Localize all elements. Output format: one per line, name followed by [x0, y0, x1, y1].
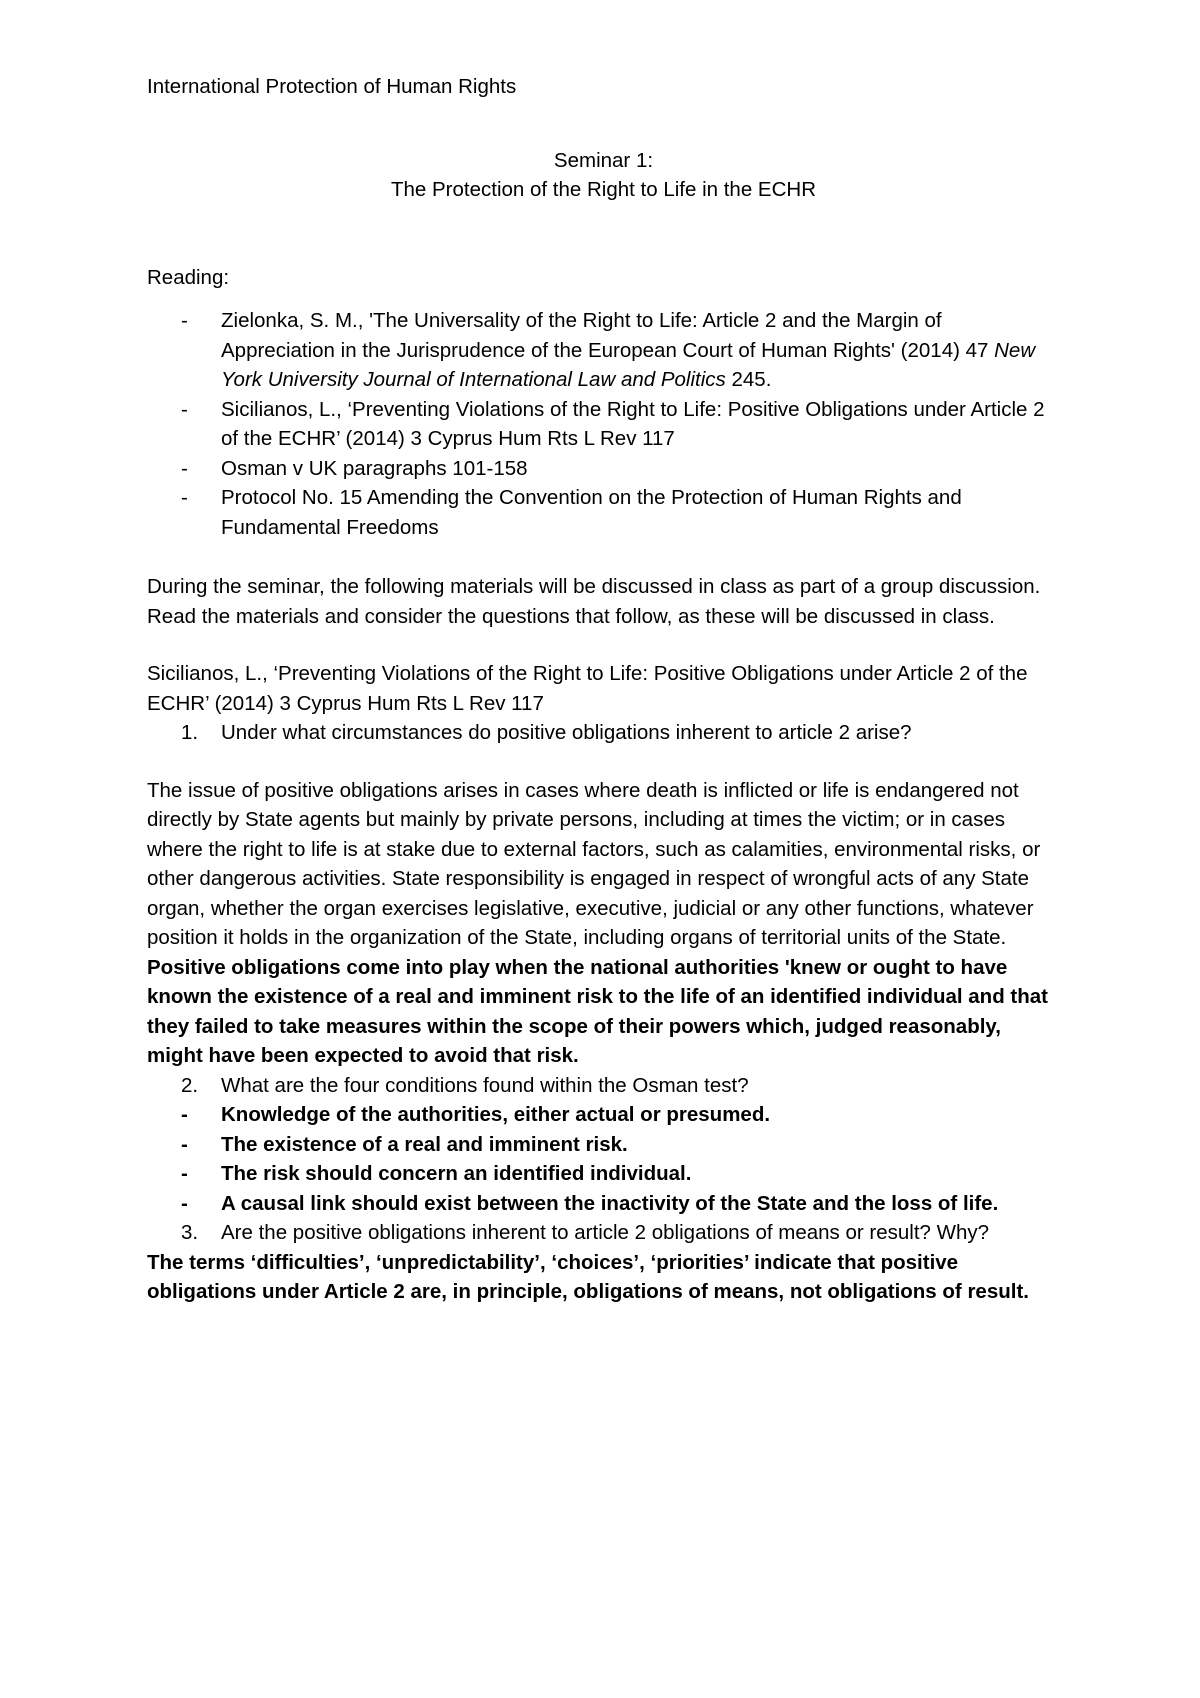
reading-item: - Osman v UK paragraphs 101-158 — [147, 454, 1060, 484]
seminar-topic: The Protection of the Right to Life in the ECHR — [390, 178, 817, 201]
reading-item-text: Zielonka, S. M., 'The Universality of the Right to Life: Article 2 and the Margin of Appreciation in the Jurisprudence of the European Court of Human Rights' (2014) 47 — [221, 309, 995, 362]
question-text: Are the positive obligations inherent to article 2 obligations of means or result? Why? — [221, 1221, 990, 1244]
question-text: Under what circumstances do positive obligations inherent to article 2 arise? — [221, 721, 912, 744]
reading-item: - Sicilianos, L., ‘Preventing Violations of the Right to Life: Positive Obligations under Article 2 of the ECHR’ (2014) 3 Cyprus Hum Rts L Rev 117 — [147, 395, 1060, 454]
condition-item: - A causal link should exist between the inactivity of the State and the loss of life. — [147, 1189, 1060, 1219]
question-item — [147, 718, 1060, 748]
reading-item — [147, 306, 1060, 395]
answer-1 — [147, 776, 1060, 1071]
intro-paragraph: During the seminar, the following materials will be discussed in class as part of a group discussion. Read the materials and consider the questions that follow, as these will be discussed in class. — [147, 575, 1041, 628]
question-number: 1. — [181, 721, 199, 744]
seminar-title — [147, 146, 1060, 205]
condition-item: - Knowledge of the authorities, either actual or presumed. — [147, 1100, 1060, 1130]
question-number: 3. — [181, 1221, 199, 1244]
reading-label: Reading: — [147, 265, 230, 289]
reading-item: - Protocol No. 15 Amending the Convention on the Protection of Human Rights and Fundamental Freedoms — [147, 483, 1060, 542]
reading-item-page: 245. — [725, 368, 772, 391]
reading-item-journal: New York University Journal of International Law and Politics — [221, 338, 1036, 391]
condition-item: - The risk should concern an identified individual. — [147, 1159, 1060, 1189]
question-text: What are the four conditions found within the Osman test? — [221, 1073, 749, 1097]
reading-list — [147, 306, 1060, 542]
question-number: 2. — [181, 1073, 199, 1097]
answer-1-emphasis: Positive obligations come into play when the national authorities 'knew or ought to have known the existence of a real and imminent risk to the life of an identified individual and that they failed to take measures within the scope of their powers which, judged reasonably, might have been expected to avoid that risk. — [147, 955, 1048, 1067]
question-item — [147, 1071, 1060, 1101]
question-2 — [147, 1071, 1060, 1101]
osman-conditions-list — [147, 1100, 1060, 1218]
source-citation: Sicilianos, L., ‘Preventing Violations of the Right to Life: Positive Obligations under Article 2 of the ECHR’ (2014) 3 Cyprus Hum Rts L Rev 117 — [147, 662, 1028, 715]
seminar-number: Seminar 1: — [553, 148, 654, 172]
course-header: International Protection of Human Rights — [147, 75, 517, 98]
answer-1-text: The issue of positive obligations arises in cases where death is inflicted or life is endangered not directly by State agents but mainly by private persons, including at times the victim; or in cases where the right to life is at stake due to external factors, such as calamities, environmental risks, or other dangerous activities. State responsibility is engaged in respect of wrongful acts of any State organ, whether the organ exercises legislative, executive, judicial or any other functions, whatever position it holds in the organization of the State, including organs of territorial units of the State. — [147, 778, 1041, 949]
question-3 — [147, 1218, 1060, 1248]
answer-3: The terms ‘difficulties’, ‘unpredictability’, ‘choices’, ‘priorities’ indicate that positive obligations under Article 2 are, in principle, obligations of means, not obligations of result. — [147, 1250, 1029, 1303]
question-item — [147, 1218, 1060, 1248]
question-1 — [147, 718, 1060, 748]
condition-item: - The existence of a real and imminent risk. — [147, 1130, 1060, 1160]
